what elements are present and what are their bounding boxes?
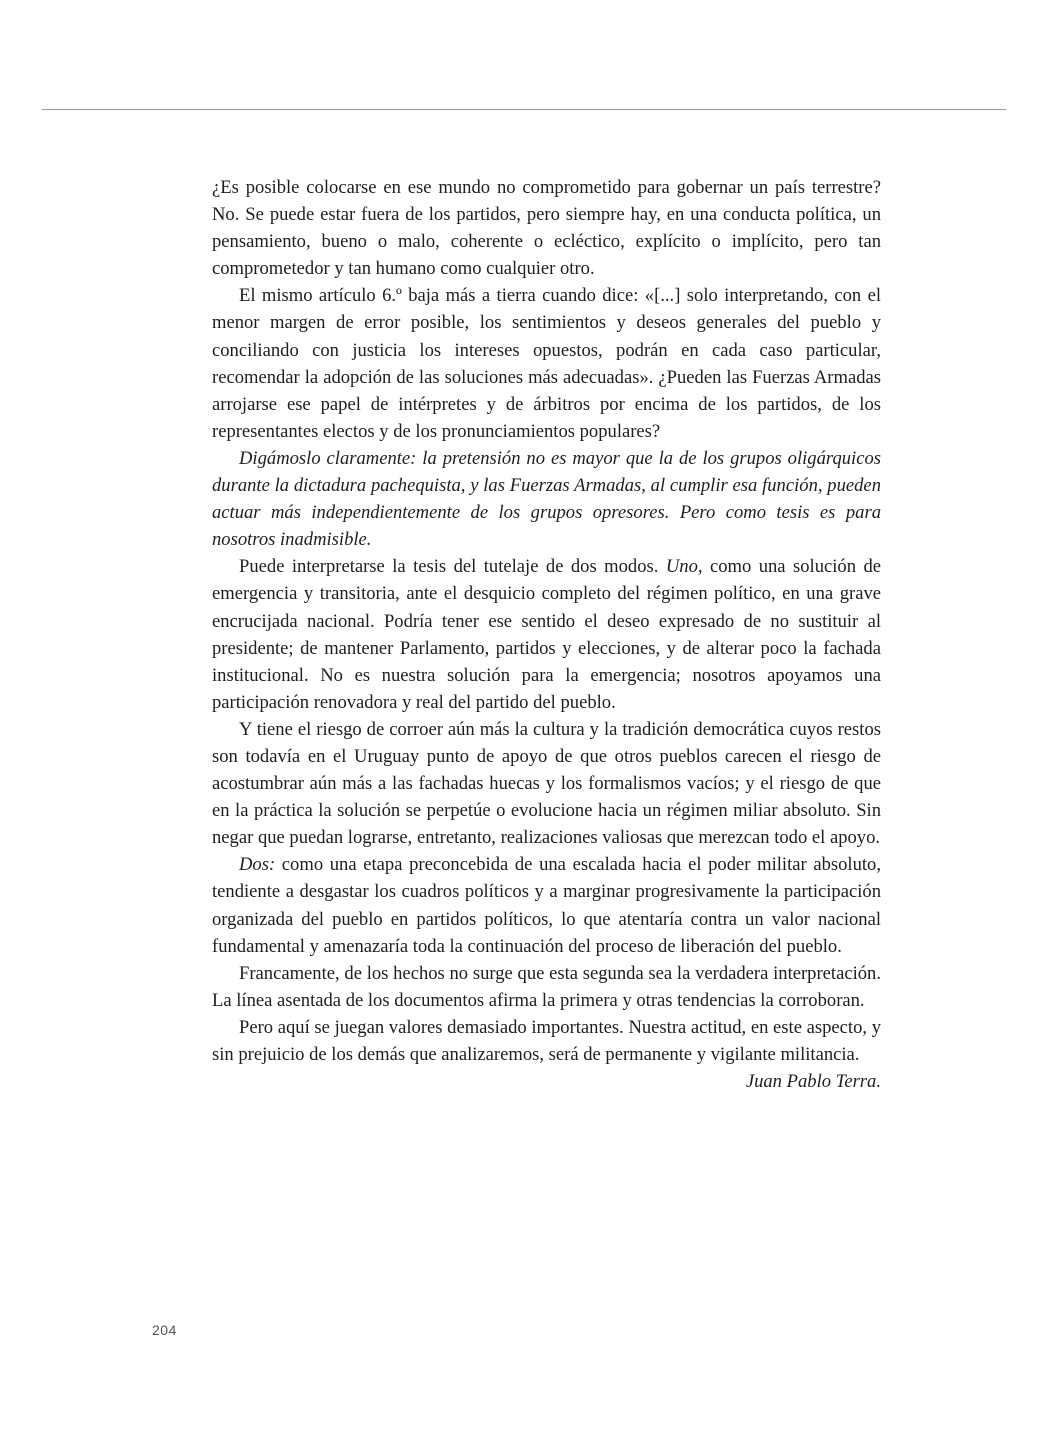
- article-body: [212, 174, 881, 1095]
- paragraph-3: Digámoslo claramente: la pretensión no es mayor que la de los grupos oligárquicos durante la dictadura pachequista, y las Fuerzas Armadas, al cumplir esa función, pueden actuar más independientemente de los grupos opresores. Pero como tesis es para nosotros inadmisible.: [212, 447, 881, 551]
- paragraph-7: Francamente, de los hechos no surge que esta segunda sea la verdadera interpretación. La línea asentada de los documentos afirma la primera y otras tendencias la corroboran.: [212, 962, 881, 1011]
- header-rule: [42, 109, 1006, 110]
- paragraph-1: ¿Es posible colocarse en ese mundo no comprometido para gobernar un país terrestre? No. Se puede estar fuera de los partidos, pero siempre hay, en una conducta política, un pensamiento, bueno o malo, coherente o ecléctico, explícito o implícito, pero tan comprometedor y tan humano como cualquier otro.: [212, 177, 881, 280]
- paragraph-6: [212, 851, 881, 959]
- paragraph-2: El mismo artículo 6.º baja más a tierra cuando dice: «[...] solo interpretando, con el menor margen de error posible, los sentimientos y deseos generales del pueblo y conciliando con justicia los intereses opuestos, podrán en cada caso particular, recomendar la adopción de las soluciones más adecuadas». ¿Pueden las Fuerzas Armadas arrojarse ese papel de intérpretes y de árbitros por encima de los partidos, de los representantes electos y de los pronunciamientos populares?: [212, 285, 881, 442]
- page-number: 204: [152, 1322, 177, 1338]
- author-signature: Juan Pablo Terra.: [745, 1071, 881, 1093]
- paragraph-4-start: Puede interpretarse la tesis del tutelaje de dos modos.: [239, 556, 666, 578]
- paragraph-5: Y tiene el riesgo de corroer aún más la cultura y la tradición democrática cuyos restos son todavía en el Uruguay punto de apoyo de que otros pueblos carecen el riesgo de acostumbrar aún más a las fachadas huecas y los formalismos vacíos; y el riesgo de que en la práctica la solución se perpetúe o evolucione hacia un régimen miliar absoluto. Sin negar que puedan lograrse, entretanto, realizaciones valiosas que merezcan todo el apoyo.: [212, 718, 881, 849]
- paragraph-4: [212, 553, 881, 716]
- paragraph-8: Pero aquí se juegan valores demasiado importantes. Nuestra actitud, en este aspecto, y sin prejuicio de los demás que analizaremos, será de permanente y vigilante militancia.: [212, 1016, 881, 1065]
- paragraph-4-emphasis: Uno: [665, 556, 698, 578]
- paragraph-4-end: , como una solución de emergencia y transitoria, ante el desquicio completo del régimen político, en una grave encrucijada nacional. Podría tener ese sentido el deseo expresado de no sustituir al presidente; de mantener Parlamento, partidos y elecciones, y de alterar poco la fachada institucional. No es nuestra solución para la emergencia; nosotros apoyamos una participación renovadora y real del partido del pueblo.: [212, 556, 881, 713]
- paragraph-6-emphasis: Dos:: [239, 854, 276, 876]
- paragraph-6-end: como una etapa preconcebida de una escalada hacia el poder militar absoluto, tendiente a desgastar los cuadros políticos y a marginar progresivamente la participación organizada del pueblo en partidos políticos, lo que atentaría contra un valor nacional fundamental y amenazaría toda la continuación del proceso de liberación del pueblo.: [212, 854, 881, 957]
